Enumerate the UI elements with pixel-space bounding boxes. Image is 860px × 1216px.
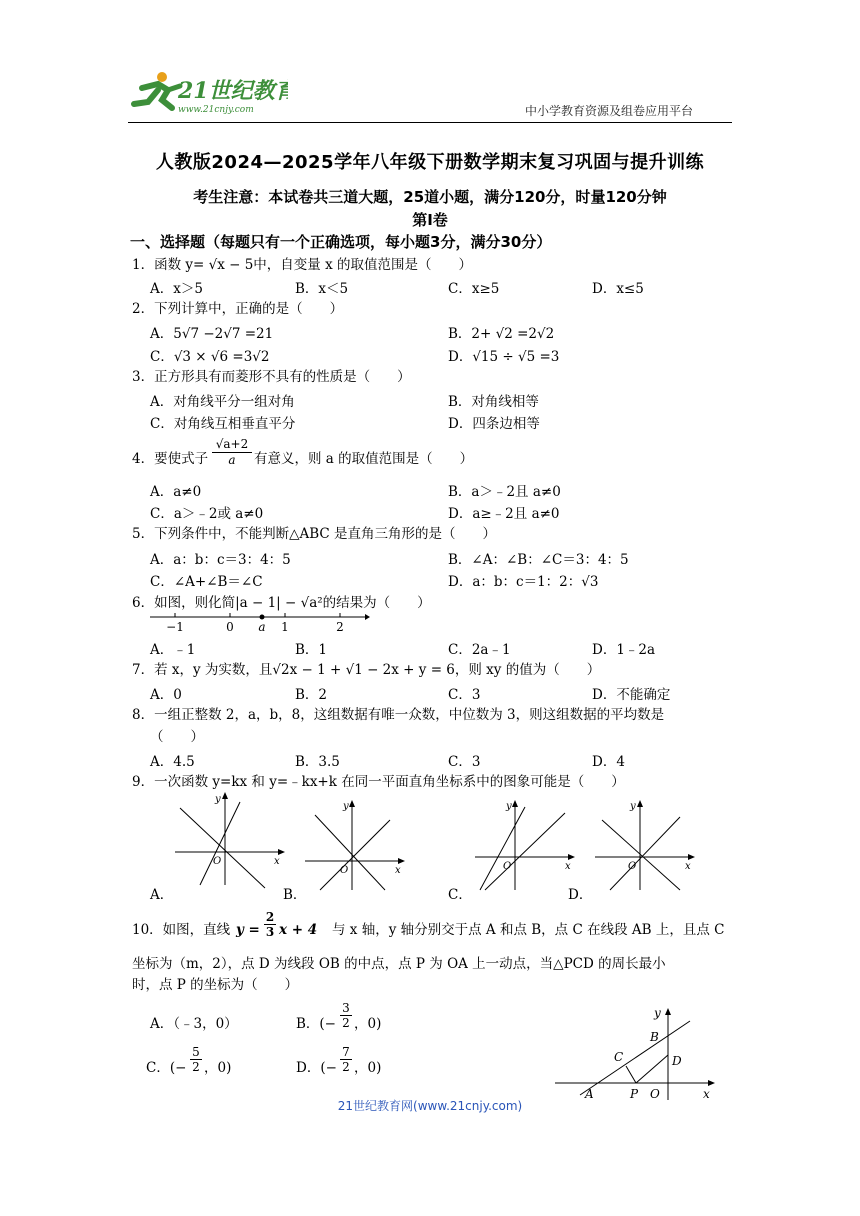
q6-option-b: B．1 — [295, 642, 328, 658]
q9-option-b: B． — [283, 887, 307, 903]
question-4-stem-pre: 4．要使式子 — [132, 451, 209, 467]
q9-option-a: A． — [150, 887, 174, 903]
q1-option-a: A．x＞5 — [150, 281, 203, 297]
q4-frac-den: a — [228, 453, 236, 467]
platform-label: 中小学教育资源及组卷应用平台 — [525, 104, 694, 118]
svg-text:O: O — [213, 856, 222, 867]
svg-text:O: O — [340, 865, 349, 876]
header-divider — [128, 122, 732, 123]
q2-option-b: B．2+ √2 =2√2 — [448, 326, 555, 342]
q9-graph-c — [470, 795, 580, 895]
q10-option-d: D．(− — [296, 1060, 337, 1076]
q6-option-a: A．﹣1 — [150, 642, 196, 658]
svg-text:O: O — [503, 861, 512, 872]
question-2-stem: 2．下列计算中，正确的是（ ） — [132, 301, 344, 317]
question-5-stem: 5．下列条件中，不能判断△ABC 是直角三角形的是（ ） — [132, 526, 497, 542]
q5-option-d: D．a：b：c＝1：2：√3 — [448, 574, 599, 590]
svg-text:O: O — [650, 1087, 660, 1101]
q7-option-a: A．0 — [150, 687, 182, 703]
volume-label: 第Ⅰ卷 — [412, 211, 448, 229]
q10-eq-rest: x + 4 — [279, 922, 318, 938]
question-7-stem: 7．若 x，y 为实数，且√2x − 1 + √1 − 2x + y = 6，则 xy 的值为（ ） — [132, 662, 601, 678]
q8-option-d: D．4 — [592, 754, 625, 770]
q10-c-tail: ，0) — [204, 1060, 232, 1076]
svg-text:C: C — [614, 1050, 624, 1064]
question-10-stem-post: 与 x 轴，y 轴分别交于点 A 和点 B，点 C 在线段 AB 上，且点 C — [332, 922, 725, 938]
question-10-stem-line3: 时，点 P 的坐标为（ ） — [132, 977, 299, 993]
q10-b-frac: 3 2 — [340, 1001, 352, 1030]
svg-text:y: y — [215, 794, 221, 805]
exam-title: 人教版2024—2025学年八年级下册数学期末复习巩固与提升训练 — [155, 152, 705, 173]
q1-option-b: B．x＜5 — [295, 281, 349, 297]
question-9-stem: 9．一次函数 y=kx 和 y=﹣kx+k 在同一平面直角坐标系中的图象可能是（ ） — [132, 774, 625, 790]
number-line — [150, 610, 370, 634]
q5-option-c: C．∠A+∠B＝∠C — [150, 574, 263, 590]
svg-text:x: x — [685, 861, 691, 872]
q4-option-d: D．a≥﹣2且 a≠0 — [448, 506, 560, 522]
question-6-stem: 6．如图，则化简|a − 1| − √a²的结果为（ ） — [132, 595, 431, 611]
q9-graph-a — [170, 790, 290, 890]
nl-label: 2 — [336, 620, 344, 634]
section-heading: 一、选择题（每题只有一个正确选项，每小题3分，满分30分） — [130, 233, 552, 251]
q10-option-b: B．(− — [296, 1016, 336, 1032]
q10-d-frac: 7 2 — [340, 1045, 352, 1074]
q9-graph-d — [590, 795, 700, 895]
exam-notice: 考生注意：本试卷共三道大题，25道小题，满分120分，时量120分钟 — [193, 188, 667, 206]
q6-option-d: D．1﹣2a — [592, 642, 656, 658]
question-8-stem-cont: （ ） — [150, 729, 204, 745]
q9-graph-b — [300, 795, 410, 895]
q10-b-tail: ，0) — [354, 1016, 382, 1032]
nl-label: a — [258, 620, 266, 634]
question-3-stem: 3．正方形具有而菱形不具有的性质是（ ） — [132, 369, 411, 385]
svg-text:y: y — [654, 1006, 661, 1020]
logo-url: www.21cnjy.com — [178, 105, 254, 115]
q10-figure — [550, 1005, 720, 1103]
q4-option-c: C．a＞﹣2或 a≠0 — [150, 506, 264, 522]
q2-option-d: D．√15 ÷ √5 =3 — [448, 349, 560, 365]
site-logo — [128, 70, 288, 118]
q3-option-a: A．对角线平分一组对角 — [150, 394, 295, 410]
q4-option-b: B．a＞﹣2且 a≠0 — [448, 484, 561, 500]
q7-option-b: B．2 — [295, 687, 328, 703]
q3-option-b: B．对角线相等 — [448, 394, 539, 410]
svg-text:x: x — [274, 856, 280, 867]
q3-option-d: D．四条边相等 — [448, 416, 540, 432]
q9-option-c: C． — [448, 887, 472, 903]
q3-option-c: C．对角线互相垂直平分 — [150, 416, 296, 432]
question-8-stem: 8．一组正整数 2，a，b，8，这组数据有唯一众数，中位数为 3，则这组数据的平均数是 — [132, 707, 665, 723]
q8-option-a: A．4.5 — [150, 754, 195, 770]
question-1-stem: 1．函数 y= √x − 5中，自变量 x 的取值范围是（ ） — [132, 257, 473, 273]
q2-option-c: C．√3 × √6 =3√2 — [150, 349, 270, 365]
q6-option-c: C．2a﹣1 — [448, 642, 511, 658]
svg-text:P: P — [630, 1087, 639, 1101]
svg-text:B: B — [650, 1030, 659, 1044]
question-10-stem-pre: 10．如图，直线 — [132, 922, 231, 938]
footer-link[interactable]: 21世纪教育网(www.21cnjy.com) — [337, 1099, 523, 1113]
q9-option-d: D． — [568, 887, 593, 903]
q10-eq-y: y = — [236, 922, 260, 938]
q8-option-c: C．3 — [448, 754, 481, 770]
q5-option-b: B．∠A：∠B：∠C＝3：4：5 — [448, 552, 629, 568]
q4-frac-num: √a+2 — [212, 437, 252, 453]
q10-option-c: C．(− — [146, 1060, 187, 1076]
q7-option-c: C．3 — [448, 687, 481, 703]
svg-text:x: x — [395, 865, 401, 876]
q4-option-a: A．a≠0 — [150, 484, 202, 500]
q8-option-b: B．3.5 — [295, 754, 340, 770]
nl-label: −1 — [166, 620, 184, 634]
q2-option-a: A．5√7 −2√7 =21 — [150, 326, 274, 342]
q10-eq-frac: 2 3 — [265, 910, 275, 939]
point-a-marker — [260, 615, 265, 620]
runner-logo-icon — [134, 72, 180, 108]
q4-fraction — [212, 437, 252, 467]
logo-text: 21世纪教育 — [178, 78, 288, 104]
svg-text:y: y — [506, 801, 512, 812]
nl-label: 1 — [281, 620, 289, 634]
q1-option-c: C．x≥5 — [448, 281, 500, 297]
svg-text:y: y — [630, 801, 636, 812]
svg-text:x: x — [565, 861, 571, 872]
q7-option-d: D．不能确定 — [592, 687, 671, 703]
q10-c-frac: 5 2 — [190, 1045, 202, 1074]
q10-option-a: A．（﹣3，0） — [150, 1016, 238, 1032]
svg-text:x: x — [703, 1087, 710, 1101]
q10-d-tail: ，0) — [354, 1060, 382, 1076]
nl-label: 0 — [226, 620, 234, 634]
svg-text:O: O — [628, 861, 637, 872]
svg-text:D: D — [672, 1054, 682, 1068]
svg-text:A: A — [585, 1087, 594, 1101]
question-4-stem-post: 有意义，则 a 的取值范围是（ ） — [254, 451, 474, 467]
svg-text:y: y — [343, 801, 349, 812]
question-10-stem-line2: 坐标为（m，2），点 D 为线段 OB 的中点，点 P 为 OA 上一动点，当△PCD 的周长最小 — [132, 956, 666, 972]
q5-option-a: A．a：b：c＝3：4：5 — [150, 552, 291, 568]
q1-option-d: D．x≤5 — [592, 281, 644, 297]
